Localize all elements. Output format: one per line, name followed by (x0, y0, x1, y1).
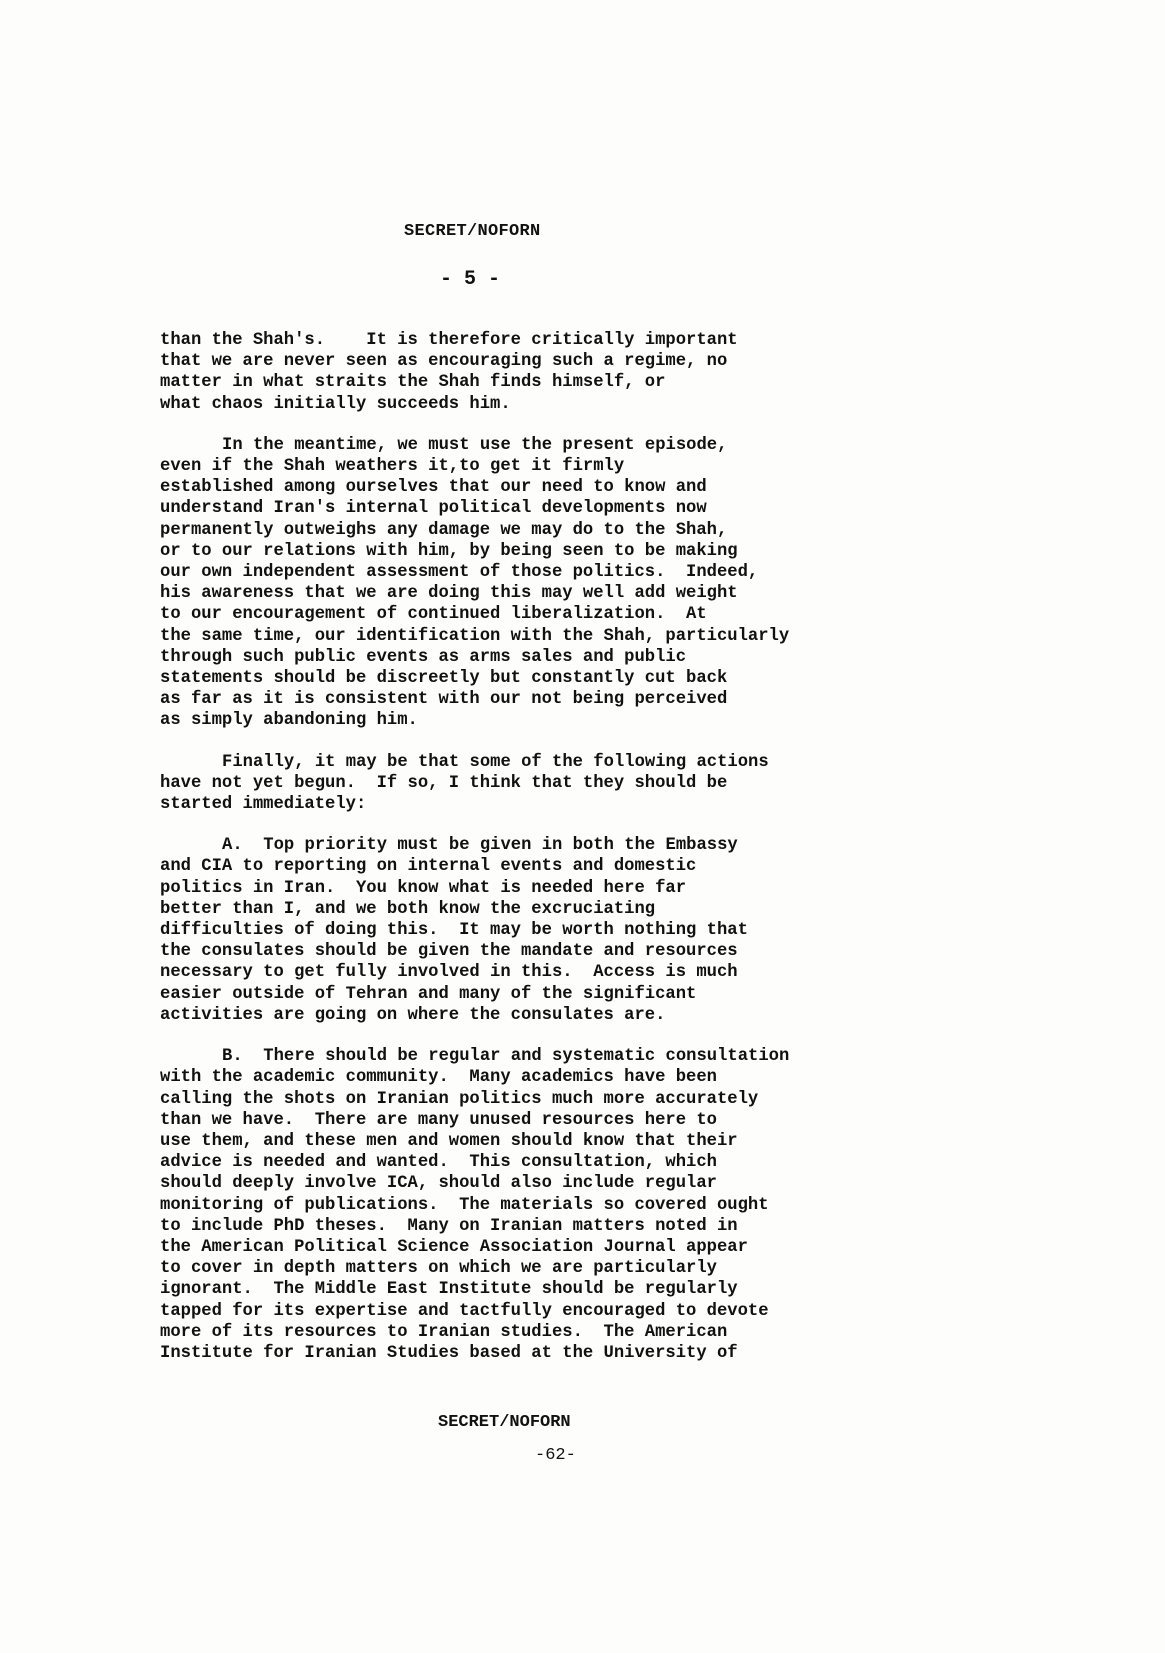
paragraph-1 (160, 330, 940, 415)
text-line: established among ourselves that our need to know and (160, 478, 707, 498)
text-line: should deeply involve ICA, should also include regular (160, 1174, 717, 1194)
text-line: as simply abandoning him. (160, 711, 418, 731)
text-line: more of its resources to Iranian studies. The American (160, 1322, 728, 1342)
text-line: than we have. There are many unused resources here to (160, 1110, 717, 1130)
text-line: necessary to get fully involved in this. Access is much (160, 963, 738, 983)
text-line: started immediately: (160, 795, 367, 815)
text-line: Institute for Iranian Studies based at the University of (160, 1343, 738, 1363)
text-line: use them, and these men and women should know that their (160, 1131, 738, 1151)
text-line: A. Top priority must be given in both the Embassy (222, 836, 738, 856)
text-line: to include PhD theses. Many on Iranian matters noted in (160, 1216, 738, 1236)
text-line: as far as it is consistent with our not being perceived (160, 690, 728, 710)
text-line: to our encouragement of continued liberalization. At (160, 605, 707, 625)
text-line: the same time, our identification with the Shah, particularly (160, 626, 790, 646)
text-line: the American Political Science Association Journal appear (160, 1237, 748, 1257)
text-line: monitoring of publications. The materials so covered ought (160, 1195, 769, 1215)
text-line: ignorant. The Middle East Institute should be regularly (160, 1280, 738, 1300)
text-line: with the academic community. Many academics have been (160, 1068, 717, 1088)
text-line: In the meantime, we must use the present episode, (222, 435, 728, 455)
footer-page-number: -62- (535, 1446, 576, 1465)
text-line: than the Shah's. It is therefore critically important (160, 331, 738, 350)
text-line: permanently outweighs any damage we may do to the Shah, (160, 520, 728, 540)
text-line: tapped for its expertise and tactfully encouraged to devote (160, 1301, 769, 1321)
text-line: and CIA to reporting on internal events and domestic (160, 857, 697, 877)
paragraph-3 (160, 752, 940, 816)
paragraph-4-item-a (160, 835, 940, 1026)
text-line: his awareness that we are doing this may well add weight (160, 584, 738, 604)
text-line: matter in what straits the Shah finds himself, or (160, 373, 666, 393)
text-line: B. There should be regular and systematic consultation (222, 1047, 790, 1067)
text-line: understand Iran's internal political developments now (160, 499, 707, 519)
header-classification-marking: SECRET/NOFORN (404, 222, 541, 241)
text-line: even if the Shah weathers it,to get it firmly (160, 457, 625, 477)
text-line: statements should be discreetly but constantly cut back (160, 669, 728, 689)
text-line: what chaos initially succeeds him. (160, 394, 511, 414)
text-line: the consulates should be given the mandate and resources (160, 942, 738, 962)
text-line: through such public events as arms sales and public (160, 647, 687, 667)
footer-classification-marking: SECRET/NOFORN (438, 1413, 571, 1432)
document-body (160, 330, 940, 1384)
text-line: our own independent assessment of those politics. Indeed, (160, 563, 759, 583)
text-line: Finally, it may be that some of the following actions (222, 752, 769, 772)
text-line: politics in Iran. You know what is needed here far (160, 878, 687, 898)
paragraph-5-item-b (160, 1046, 940, 1364)
paragraph-2 (160, 435, 940, 732)
text-line: calling the shots on Iranian politics much more accurately (160, 1089, 759, 1109)
text-line: or to our relations with him, by being seen to be making (160, 541, 738, 561)
text-line: that we are never seen as encouraging such a regime, no (160, 352, 728, 372)
text-line: better than I, and we both know the excruciating (160, 899, 656, 919)
text-line: difficulties of doing this. It may be worth nothing that (160, 921, 748, 941)
text-line: easier outside of Tehran and many of the significant (160, 984, 697, 1004)
header-page-number: - 5 - (440, 268, 501, 291)
text-line: have not yet begun. If so, I think that they should be (160, 773, 728, 793)
text-line: advice is needed and wanted. This consultation, which (160, 1153, 717, 1173)
text-line: activities are going on where the consulates are. (160, 1005, 666, 1025)
text-line: to cover in depth matters on which we are particularly (160, 1259, 717, 1279)
